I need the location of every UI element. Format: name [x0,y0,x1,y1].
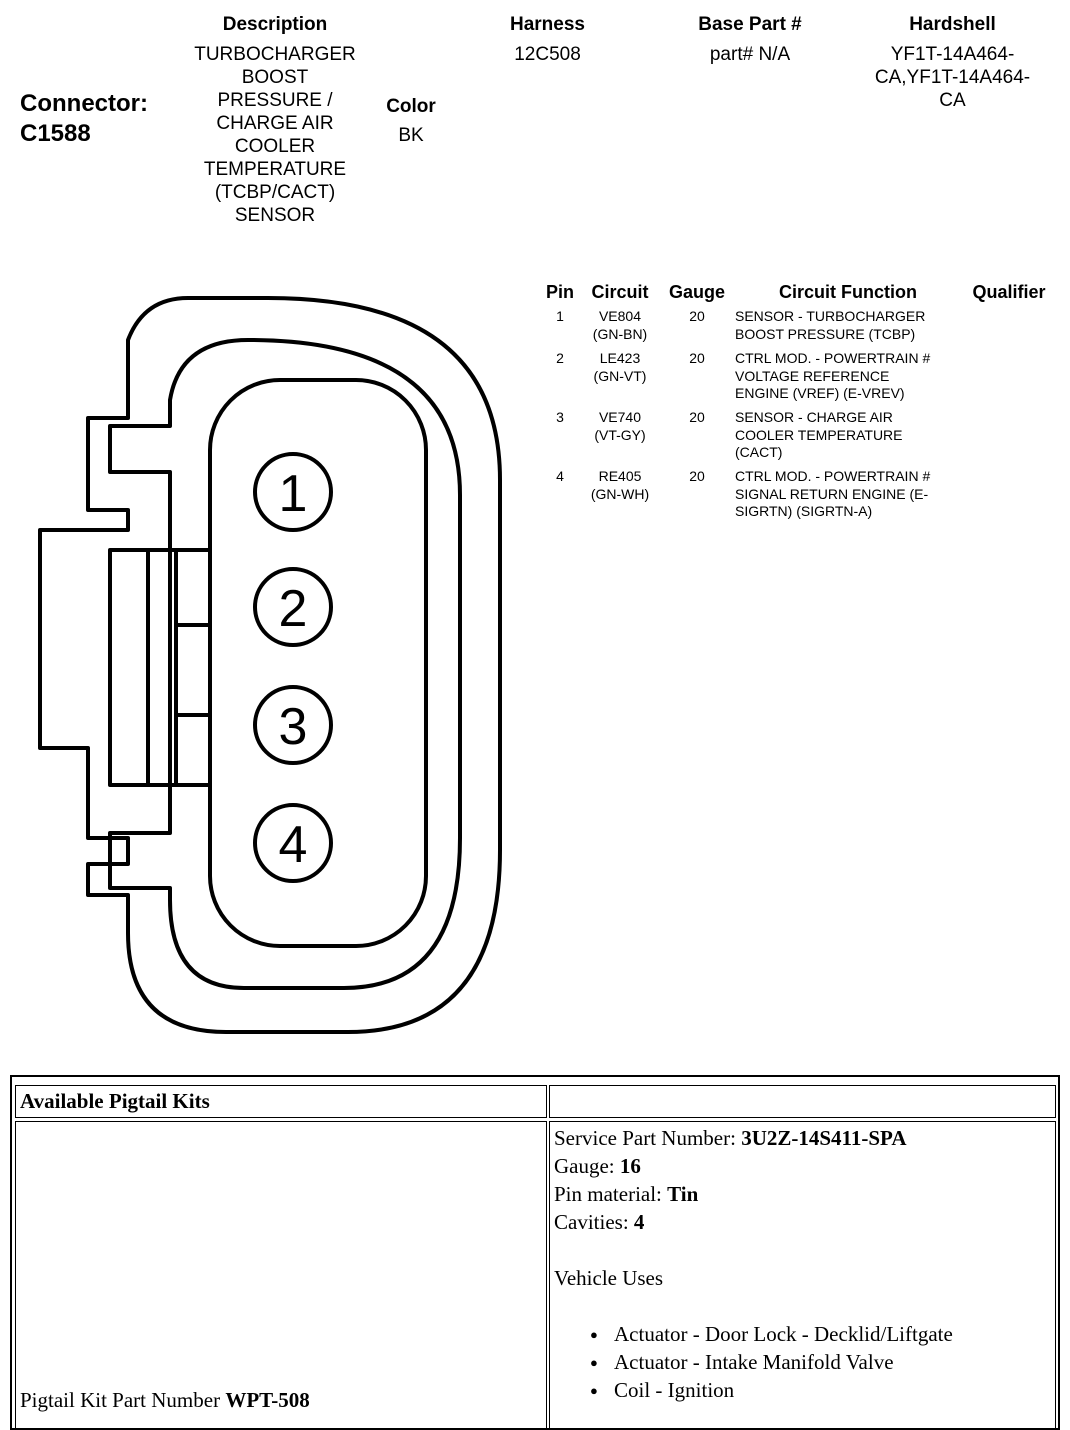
list-item: ● Coil - Ignition [590,1376,1055,1404]
table-row-4-gauge: 20 [689,468,705,484]
table-row-3-gauge: 20 [689,409,705,425]
service-part-line: Service Part Number: 3U2Z-14S411-SPA [554,1126,907,1150]
pin-material-value: Tin [667,1182,699,1206]
table-row-4-function: CTRL MOD. - POWERTRAIN # SIGNAL RETURN ENGINE (E- SIGRTN) (SIGRTN-A) [735,468,931,519]
table-row-3-function: SENSOR - CHARGE AIR COOLER TEMPERATURE (CACT) [735,409,903,460]
harness-header: Harness [510,14,585,35]
service-part-number: 3U2Z-14S411-SPA [741,1126,907,1150]
harness-value: 12C508 [514,44,581,65]
cavities-line: Cavities: 4 [554,1210,645,1234]
table-row-3-circuit: VE740 (VT-GY) [594,409,646,443]
pin-4-label: 4 [278,816,308,874]
pigtail-title-empty-cell [549,1085,1056,1118]
color-header: Color [386,96,436,117]
pigtail-kit-cell [15,1121,547,1430]
connector-label: Connector: [20,90,148,117]
table-row-2-circuit: LE423 (GN-VT) [593,350,647,384]
col-header-qualifier: Qualifier [972,282,1046,302]
connector-inner-housing [110,340,460,988]
pin-1-label: 1 [278,465,308,523]
connector-face-diagram [0,250,520,1060]
col-header-circuit: Circuit [591,282,649,302]
connector-label-block [20,89,148,149]
base-part-value: part# N/A [709,44,791,65]
pigtail-title-cell [15,1085,547,1118]
table-row-1-function: SENSOR - TURBOCHARGER BOOST PRESSURE (TCBP) [735,308,926,342]
gauge-value: 16 [619,1154,641,1178]
description-value: TURBOCHARGER BOOST PRESSURE / CHARGE AIR COOLER TEMPERATURE (TCBP/CACT) SENSOR [194,44,356,226]
vehicle-uses-heading: Vehicle Uses [554,1266,664,1290]
pigtail-details-cell [549,1121,1056,1430]
pigtail-title: Available Pigtail Kits [20,1089,210,1113]
pin-material-line: Pin material: Tin [554,1182,699,1206]
pin-2-label: 2 [278,580,308,638]
pin-3-label: 3 [278,698,308,756]
table-row-1-circuit: VE804 (GN-BN) [592,308,648,342]
color-value: BK [398,125,424,146]
table-row-1-gauge: 20 [689,308,705,324]
hardshell-header: Hardshell [909,14,996,35]
base-part-header: Base Part # [698,14,802,35]
locking-latch [110,550,210,785]
table-row-2-function: CTRL MOD. - POWERTRAIN # VOLTAGE REFERENCE ENGINE (VREF) (E-VREV) [735,350,931,401]
table-row-1-pin: 1 [556,308,564,324]
table-row-2-pin: 2 [556,350,564,366]
table-row-3-pin: 3 [556,409,564,425]
table-row-4-pin: 4 [556,468,564,484]
description-header: Description [222,14,328,35]
pigtail-kit-part: Pigtail Kit Part Number WPT-508 [20,1388,310,1412]
col-header-gauge: Gauge [668,282,725,302]
gauge-line: Gauge: 16 [554,1154,641,1178]
list-item: ● Actuator - Intake Manifold Valve [590,1348,1055,1376]
hardshell-value: YF1T-14A464- CA,YF1T-14A464- CA [874,44,1031,111]
vehicle-uses-list [590,1320,1055,1404]
col-header-pin: Pin [545,282,574,302]
pigtail-kit-number: WPT-508 [225,1388,310,1412]
list-item: ● Actuator - Door Lock - Decklid/Liftgate [590,1320,1055,1348]
cavities-value: 4 [633,1210,645,1234]
table-row-2-gauge: 20 [689,350,705,366]
table-row-4-circuit: RE405 (GN-WH) [590,468,650,502]
col-header-function: Circuit Function [779,282,917,302]
connector-id: C1588 [20,120,91,147]
